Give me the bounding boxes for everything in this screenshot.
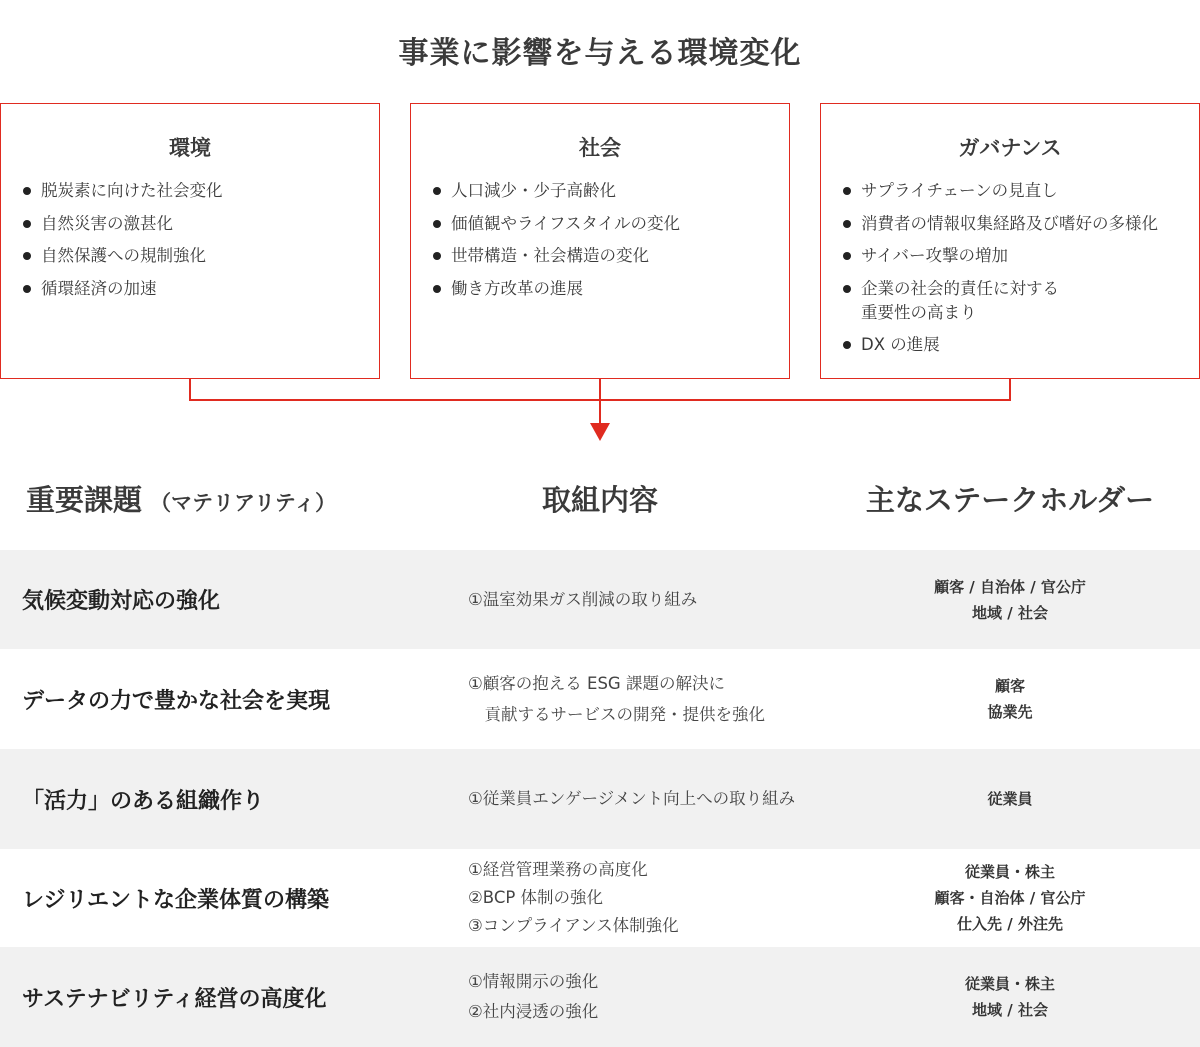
list-item: 世帯構造・社会構造の変化 (433, 244, 789, 268)
stakeholder-line: 顧客 (994, 677, 1025, 695)
issue-label: データの力で豊かな社会を実現 (22, 688, 331, 714)
table-row (0, 849, 1200, 947)
stakeholder-line: 仕入先 / 外注先 (957, 915, 1063, 933)
list-item: 自然災害の激甚化 (23, 212, 379, 236)
table-row (0, 550, 1200, 649)
stakeholder-line: 顧客 / 自治体 / 官公庁 (934, 577, 1086, 596)
stakeholders-cell (820, 749, 1200, 849)
list-item: 循環経済の加速 (23, 277, 379, 301)
stakeholder-line: 顧客・自治体 / 官公庁 (934, 889, 1086, 907)
content-header: 取組内容 (541, 483, 658, 517)
actions-cell (468, 550, 697, 649)
table-row (0, 749, 1200, 849)
actions-cell (468, 849, 679, 947)
action-item: ③コンプライアンス体制強化 (468, 916, 679, 935)
list-item: 働き方改革の進展 (433, 277, 789, 301)
action-item: ①経営管理業務の高度化 (468, 860, 648, 879)
actions-cell (468, 649, 765, 749)
list-item: 自然保護への規制強化 (23, 244, 379, 268)
list-item: 消費者の情報収集経路及び嗜好の多様化 (843, 212, 1199, 236)
list-item: 脱炭素に向けた社会変化 (23, 179, 379, 203)
action-item: ②BCP 体制の強化 (468, 888, 604, 907)
materiality-sublabel: （マテリアリティ） (150, 491, 337, 515)
list-item: サイバー攻撃の増加 (843, 244, 1199, 268)
issue-label: 「活力」のある組織作り (22, 788, 265, 814)
stakeholder-line: 協業先 (987, 703, 1033, 721)
page-title: 事業に影響を与える環境変化 (398, 36, 802, 71)
box-title: 環境 (169, 136, 211, 160)
actions-cell (468, 947, 598, 1047)
stakeholders-cell (820, 947, 1200, 1047)
connector-arrow (0, 0, 1200, 450)
action-item: ②社内浸透の強化 (468, 1002, 599, 1021)
actions-cell (468, 749, 795, 849)
stakeholder-line: 従業員・株主 (964, 863, 1055, 881)
box-title: 社会 (579, 136, 621, 160)
action-item: ①顧客の抱える ESG 課題の解決に 貢献するサービスの開発・提供を強化 (468, 674, 765, 724)
stakeholder-line: 地域 / 社会 (972, 603, 1048, 622)
list-item: サプライチェーンの見直し (843, 179, 1199, 203)
action-item: ①情報開示の強化 (468, 972, 599, 991)
issue-label: レジリエントな企業体質の構築 (22, 887, 330, 913)
stakeholders-cell (820, 649, 1200, 749)
list-item: 価値観やライフスタイルの変化 (433, 212, 789, 236)
box-title: ガバナンス (958, 136, 1062, 160)
stakeholders-cell (820, 550, 1200, 649)
action-item: ①温室効果ガス削減の取り組み (468, 589, 698, 609)
stakeholder-line: 従業員・株主 (964, 975, 1055, 993)
table-row (0, 947, 1200, 1047)
stakeholder-line: 地域 / 社会 (972, 1001, 1048, 1019)
list-item: 企業の社会的責任に対する 重要性の高まり (843, 277, 1199, 325)
materiality-label: 重要課題 (26, 483, 143, 517)
stakeholders-header: 主なステークホルダー (865, 483, 1155, 517)
action-item: ①従業員エンゲージメント向上への取り組み (468, 789, 796, 808)
list-item: 人口減少・少子高齢化 (433, 179, 789, 203)
stakeholders-cell (820, 849, 1200, 947)
list-item: DX の進展 (843, 333, 1199, 357)
stakeholder-line: 従業員 (987, 790, 1033, 808)
issue-label: 気候変動対応の強化 (22, 589, 221, 614)
issue-label: サステナビリティ経営の高度化 (22, 986, 327, 1012)
table-row (0, 649, 1200, 749)
